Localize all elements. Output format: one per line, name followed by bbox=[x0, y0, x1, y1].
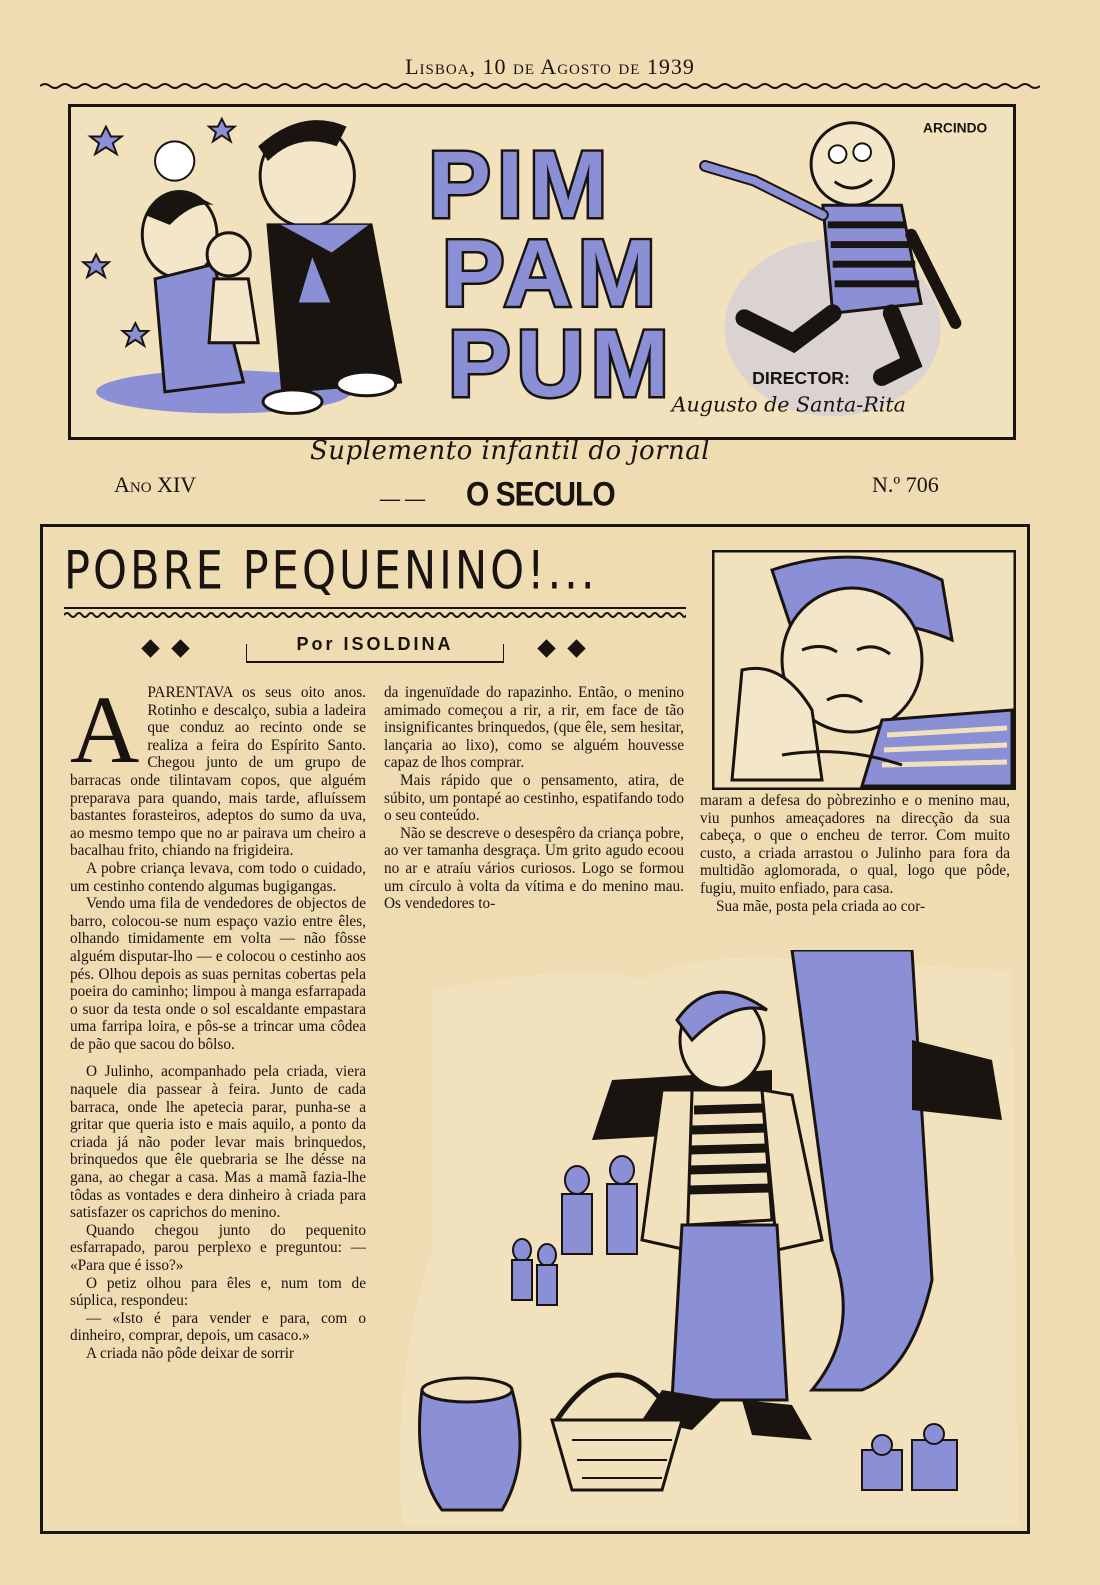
logo-line-1: PIM bbox=[428, 132, 614, 237]
paragraph: A criada não pôde deixar de sorrir bbox=[86, 1344, 295, 1362]
paragraph: Quando chegou junto do pequenito esfarrapado, parou perplexo e preguntou: — «Para que é isso?» bbox=[70, 1221, 366, 1274]
supplement-line: Suplemento infantil do jornal bbox=[310, 436, 711, 466]
paragraph: O Julinho, acompanhado pela criada, viera naquele dia passear à feira. Junto de cada barraca, onde lhe apetecia parar, punha-se a gritar que queria isto e mais aquilo, a ponto da criada já não poder levar mais brinquedos, brinquedos que êle quebraria se lhe désse na gana, ao chegar a casa. Mas a mamã fazia-lhe tôdas as vontades e dera dinheiro à criada para satisfazer os caprichos do menino. bbox=[70, 1063, 366, 1222]
dateline: Lisboa, 10 de Agosto de 1939 bbox=[405, 54, 695, 79]
newspaper-name: O SECULO bbox=[466, 475, 615, 514]
sailor-and-girl-cartoon bbox=[83, 119, 400, 414]
article-column-1 bbox=[70, 676, 366, 1363]
paragraph: Vendo uma fila de vendedores de objectos de barro, colocou-se num espaço vazio entre êles, olhando timidamente em volta — não fôsse alguém disputar-lho — e colocou o cestinho aos pés. Olhou depois as suas pernitas cobertas pela poeira do caminho; limpou à manga esfarrapada o suor da testa onde o sol escaldante empastara uma farripa loira, e pôs-se a trincar uma côdea de pão que sacou do bôlso. bbox=[70, 895, 366, 1053]
paragraph: maram a defesa do pòbrezinho e o menino mau, viu punhos ameaçadores na direcção da sua cabeça, o que o encheu de terror. Com muito custo, a criada arrastou o Julinho para fora da multidão aglomorada, o qual, logo que pôde, fugiu, muito enfiado, para casa. bbox=[700, 792, 1010, 897]
header-wavy-rule bbox=[40, 82, 1040, 90]
masthead-illustration bbox=[71, 107, 1013, 437]
drop-cap: A bbox=[70, 676, 140, 783]
paragraph: Sua mãe, posta pela criada ao cor- bbox=[716, 897, 926, 915]
paragraph: PARENTAVA os seus oito anos. Rotinho e descalço, subia a ladeira que conduz ao recinto onde se realiza a feira do Espírito Santo. Chegou junto de um grupo de barracas onde tilintavam copos, que alguém preparava para quando, mais tarde, afluíssem bastantes forasteiros, adeptos do sumo da uva, ao mesmo tempo que no ar pairava um cheiro a bacalhau frito, chiando na frigideira. bbox=[70, 684, 366, 860]
article-column-3 bbox=[700, 792, 1010, 915]
byline: Por ISOLDINA bbox=[296, 634, 454, 654]
masthead bbox=[68, 104, 1016, 440]
logo-line-3: PUM bbox=[447, 310, 675, 416]
dash-ornament: — — bbox=[380, 488, 425, 510]
paragraph: Mais rápido que o pensamento, atira, de súbito, um pontapé ao cestinho, espatifando todo o seu conteúdo. bbox=[384, 771, 684, 825]
fair-scene-illustration bbox=[392, 950, 1020, 1530]
paragraph: A pobre criança levava, com todo o cuidado, um cestinho contendo algumas bugigangas. bbox=[70, 859, 366, 895]
article-column-2 bbox=[384, 684, 684, 913]
pim-pam-pum-logo bbox=[428, 132, 675, 416]
paragraph: O petiz olhou para êles e, num tom de súplica, respondeu: bbox=[70, 1274, 366, 1310]
article-title: POBRE PEQUENINO!... bbox=[64, 540, 598, 602]
logo-line-2: PAM bbox=[441, 220, 662, 326]
director-name: Augusto de Santa-Rita bbox=[671, 392, 906, 417]
paragraph: — «Isto é para vender e para, com o dinheiro, comprar, depois, um casaco.» bbox=[70, 1309, 366, 1345]
crying-boy-illustration bbox=[712, 550, 1016, 790]
artist-signature: ARCINDO bbox=[923, 120, 988, 136]
paragraph: Não se descreve o desespêro da criança pobre, ao ver tamanha desgraça. Um grito agudo ecoou no ar e atraíu vários curiosos. Logo se formou um círculo à volta da vítima e do menino mau. Os vendedores to- bbox=[384, 824, 684, 913]
clay-jug bbox=[420, 1378, 521, 1510]
director-label: DIRECTOR: bbox=[752, 367, 850, 388]
title-wavy-rule bbox=[64, 606, 686, 620]
year-label: Ano XIV bbox=[114, 472, 197, 497]
paragraph: da ingenuïdade do rapazinho. Então, o menino amimado começou a rir, a rir, em face de tão insignificantes brinquedos, (que êle, sem hesitar, lançaria ao lixo), como se alguém houvesse capaz de lhos comprar. bbox=[384, 684, 684, 772]
issue-number: N.º 706 bbox=[872, 472, 939, 497]
byline-block bbox=[64, 632, 686, 666]
byline-box bbox=[246, 640, 504, 664]
